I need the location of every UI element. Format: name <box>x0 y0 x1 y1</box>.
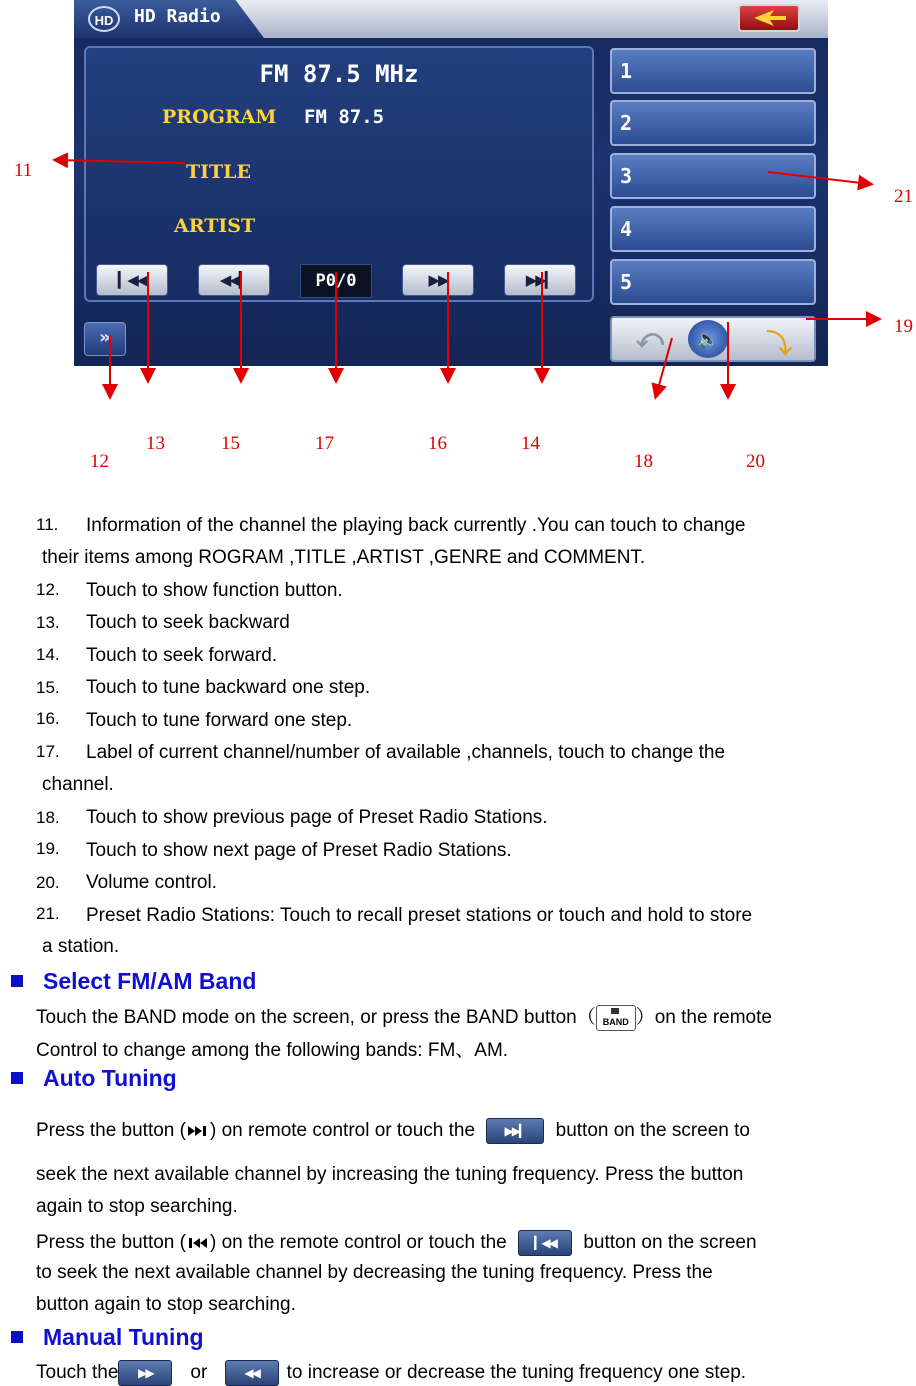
tune-backward-screen-button-icon: ◀◀ <box>225 1360 279 1386</box>
frequency-display: FM 87.5 MHz <box>259 60 419 88</box>
skip-forward-icon: ▶▶▎ <box>525 271 555 289</box>
skip-back-icon: ▎◀◀ <box>117 271 147 289</box>
tune-forward-screen-button-icon: ▶▶ <box>118 1360 172 1386</box>
auto-paragraph1-line1 <box>36 1118 750 1144</box>
seek-forward-screen-button-icon: ▶▶▎ <box>486 1118 544 1144</box>
callout-12: 12 <box>90 451 109 472</box>
item-text: Touch to show next page of Preset Radio Stations. <box>86 840 512 861</box>
preset-button-1[interactable]: 1 <box>610 48 816 94</box>
item-number: 11. <box>36 515 59 534</box>
callout-arrow-18 <box>656 338 672 396</box>
fast-forward-icon: ▶▶ <box>428 271 448 289</box>
item-number: 16. <box>36 709 60 728</box>
preset-button-5[interactable]: 5 <box>610 259 816 305</box>
auto-text: Press the button ( <box>36 1120 186 1142</box>
item-text: Label of current channel/number of available ,channels, touch to change the <box>86 742 726 763</box>
auto-text: button on the screen to <box>555 1120 750 1142</box>
auto-text: ) on the remote control or touch the <box>209 1232 507 1254</box>
band-paragraph-line1 <box>36 1002 772 1031</box>
manual-paragraph <box>36 1360 746 1386</box>
curved-right-arrow-icon: ⤵ <box>766 330 793 360</box>
item-text: Information of the channel the playing back currently .You can touch to change <box>86 515 746 536</box>
title-label: TITLE <box>186 161 252 183</box>
item-text-continued: their items among ROGRAM ,TITLE ,ARTIST ,GENRE and COMMENT. <box>42 547 646 568</box>
callout-21: 21 <box>894 186 913 207</box>
preset-button-4[interactable]: 4 <box>610 206 816 252</box>
callout-arrows <box>0 0 916 480</box>
callout-19: 19 <box>894 316 913 337</box>
callout-arrow-11 <box>56 160 185 163</box>
item-number: 14. <box>36 645 60 664</box>
manual-text: to increase or decrease the tuning frequency one step. <box>286 1362 747 1384</box>
auto-paragraph2-line1 <box>36 1230 757 1256</box>
hd-logo-icon: HD <box>88 6 120 32</box>
item-number: 15. <box>36 678 60 697</box>
manual-text: or <box>190 1362 208 1384</box>
band-icon-label: BAND <box>602 1016 629 1027</box>
preset-button-3[interactable]: 3 <box>610 153 816 199</box>
curved-left-arrow-icon: ⤺ <box>636 324 664 354</box>
program-label: PROGRAM <box>162 106 277 128</box>
auto-paragraph2-line3: button again to stop searching. <box>36 1294 296 1315</box>
auto-text: button on the screen <box>583 1232 757 1254</box>
item-text: Preset Radio Stations: Touch to recall preset stations or touch and hold to store <box>86 905 753 926</box>
item-number: 17. <box>36 742 60 761</box>
program-value: FM 87.5 <box>304 106 385 128</box>
callout-17: 17 <box>315 433 334 454</box>
manual-text: Touch the <box>36 1362 119 1384</box>
item-text: Volume control. <box>86 872 217 893</box>
item-text-continued: a station. <box>42 936 120 957</box>
artist-label: ARTIST <box>174 215 256 237</box>
item-text: Touch to tune forward one step. <box>86 710 353 731</box>
item-text: Touch to seek forward. <box>86 645 278 666</box>
callout-18: 18 <box>634 451 653 472</box>
callout-20: 20 <box>746 451 765 472</box>
section-bullet <box>11 975 23 987</box>
skip-forward-icon <box>186 1124 210 1138</box>
band-button-icon <box>596 1005 636 1031</box>
auto-section-heading: Auto Tuning <box>43 1065 177 1091</box>
section-bullet <box>11 1072 23 1084</box>
item-text: Touch to seek backward <box>86 612 290 633</box>
item-number: 20. <box>36 873 60 892</box>
auto-paragraph2-line2: to seek the next available channel by decreasing the tuning frequency. Press the <box>36 1262 713 1283</box>
band-text-a: Touch the BAND mode on the screen, or press the BAND button（ <box>36 1007 596 1028</box>
callout-15: 15 <box>221 433 240 454</box>
auto-paragraph1-line2: seek the next available channel by increasing the tuning frequency. Press the button <box>36 1164 744 1185</box>
callout-11: 11 <box>14 160 33 181</box>
item-text: Touch to tune backward one step. <box>86 677 371 698</box>
callout-14: 14 <box>521 433 540 454</box>
item-number: 18. <box>36 808 60 827</box>
speaker-icon: 🔈 <box>696 329 720 349</box>
item-text-continued: channel. <box>42 774 114 795</box>
channel-indicator-button[interactable]: P0/0 <box>300 264 372 298</box>
seek-backward-screen-button-icon: ▎◀◀ <box>518 1230 572 1256</box>
auto-paragraph1-line3: again to stop searching. <box>36 1196 238 1217</box>
band-section-heading: Select FM/AM Band <box>43 968 257 994</box>
auto-text: ) on remote control or touch the <box>209 1120 476 1142</box>
item-text: Touch to show function button. <box>86 580 343 601</box>
item-number: 13. <box>36 613 60 632</box>
rewind-icon: ◀◀▎ <box>219 271 249 289</box>
band-text-b: ）on the remote <box>635 1007 772 1028</box>
section-bullet <box>11 1331 23 1343</box>
app-title: HD Radio <box>134 6 221 27</box>
callout-16: 16 <box>428 433 447 454</box>
auto-text: Press the button ( <box>36 1232 186 1254</box>
manual-section-heading: Manual Tuning <box>43 1324 204 1350</box>
callout-arrow-21 <box>768 172 870 184</box>
item-number: 21. <box>36 904 60 923</box>
band-paragraph-line2: Control to change among the following bands: FM、AM. <box>36 1040 509 1061</box>
preset-button-2[interactable]: 2 <box>610 100 816 146</box>
item-number: 12. <box>36 580 60 599</box>
callout-13: 13 <box>146 433 165 454</box>
double-chevron-right-icon: » <box>99 327 111 348</box>
item-number: 19. <box>36 839 60 858</box>
skip-back-icon <box>186 1236 210 1250</box>
item-text: Touch to show previous page of Preset Radio Stations. <box>86 807 548 828</box>
